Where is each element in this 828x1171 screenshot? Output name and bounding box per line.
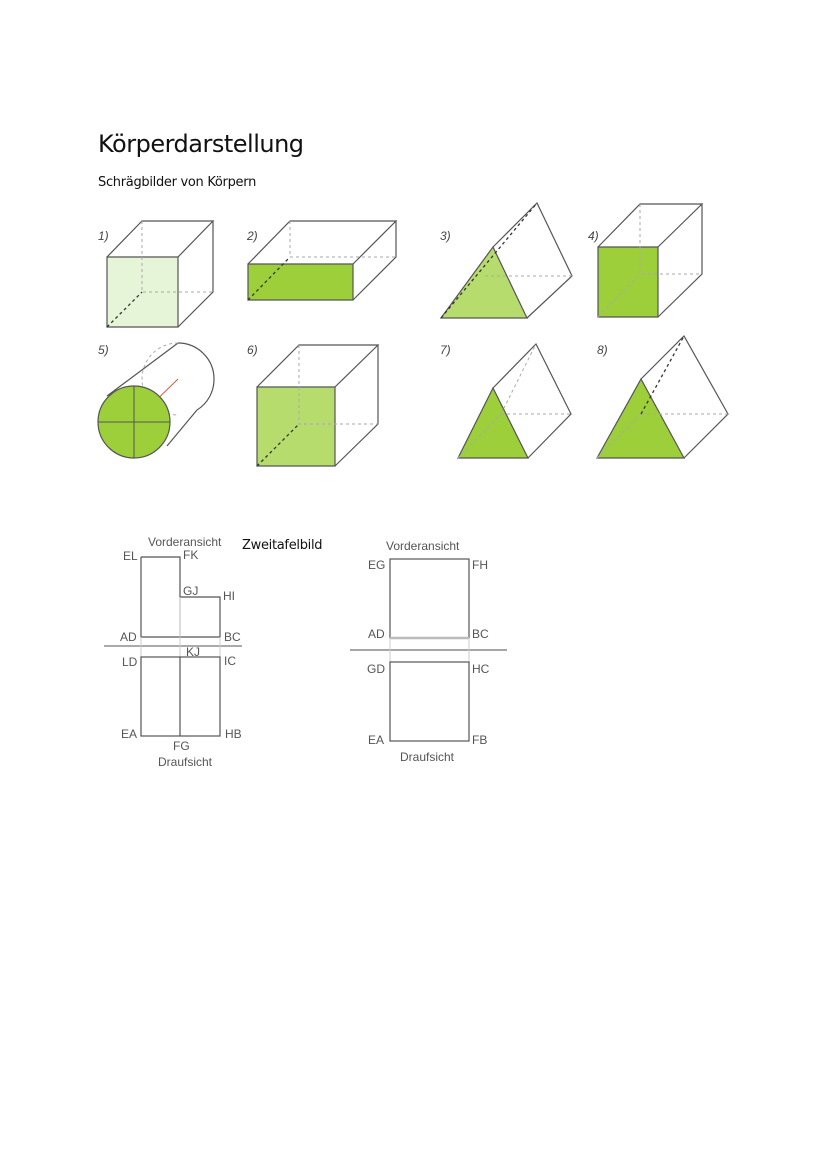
projection-right-top-caption: Vorderansicht [386,539,460,553]
point-label-bc-right: BC [472,627,489,641]
figure-1-number: 1) [98,229,109,243]
page-subtitle: Schrägbilder von Körpern [98,175,257,190]
figure-3-prism [440,203,572,318]
figure-1-cube [98,221,213,327]
projection-right-bottom-caption: Draufsicht [400,750,455,764]
figure-4-cube [588,204,702,317]
point-label-fb: FB [472,733,488,747]
figure-3-front-face [441,247,527,318]
figure-2-number: 2) [247,229,258,243]
point-label-ea: EA [121,727,138,741]
figure-2-front-face [248,264,353,300]
point-label-eg: EG [368,558,386,572]
point-label-fk: FK [183,548,199,562]
projection-left-top-caption: Vorderansicht [148,535,222,549]
figure-7-number: 7) [440,343,451,357]
point-label-kj: KJ [186,645,201,659]
figure-5-number: 5) [98,343,109,357]
point-label-bc: BC [224,630,241,644]
point-label-el: EL [123,549,138,563]
projection-left-bottom-caption: Draufsicht [158,755,213,769]
point-label-ea-right: EA [368,733,385,747]
projection-right [350,539,507,764]
figure-4-number: 4) [588,229,599,243]
point-label-hi: HI [223,589,235,603]
point-label-ad-right: AD [368,627,385,641]
figure-8-prism [597,336,728,458]
point-label-gj: GJ [183,584,199,598]
point-label-ic: IC [224,654,236,668]
projection-left [104,535,242,769]
figure-2-box [246,221,396,300]
point-label-gd: GD [367,662,385,676]
page-title: Körperdarstellung [98,130,304,158]
twin-view-label: Zweitafelbild [242,538,323,553]
figure-8-front-face [597,379,684,458]
point-label-fg: FG [173,739,190,753]
point-label-fh: FH [472,558,488,572]
figure-5-cylinder [98,343,214,458]
point-label-hc: HC [472,662,490,676]
figure-3-number: 3) [440,229,451,243]
figure-7-prism [440,343,571,458]
figure-6-cube [247,343,378,466]
figure-8-number: 8) [597,343,608,357]
figure-6-number: 6) [247,343,258,357]
point-label-hb: HB [225,727,242,741]
figure-4-front-face [598,247,658,317]
point-label-ld: LD [122,655,138,669]
point-label-ad: AD [120,630,137,644]
